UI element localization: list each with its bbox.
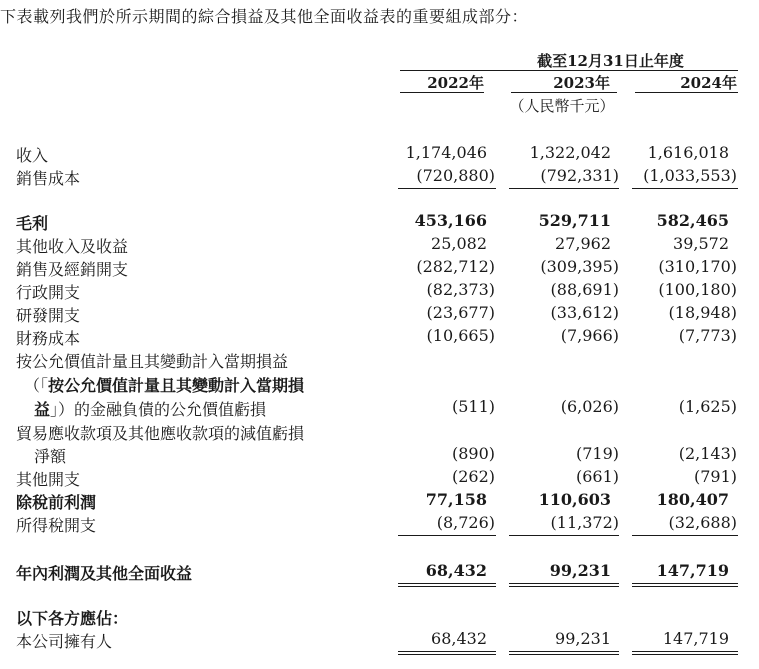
row-other-expenses [0,467,759,490]
row-label: 收入 [16,146,49,165]
value-2023: 110,603 [538,490,611,509]
label-part: （「 [24,376,49,395]
value-2024: (791) [693,467,737,486]
year-underline-2023 [511,92,617,93]
row-profit-for-year [0,561,759,584]
value-2022: (10,665) [426,326,495,345]
subtotal-rule-2023 [509,188,619,189]
row-label: 其他開支 [16,470,81,489]
row-label: 銷售成本 [16,169,81,188]
total-rule-2024-b [632,654,738,655]
row-label: 其他收入及收益 [16,237,129,256]
row-fvtpl-line1 [0,349,759,372]
value-2024: (1,625) [678,397,737,416]
row-label-line2: 淨額 [34,447,67,466]
value-2023: (11,372) [550,513,619,532]
period-underline [400,70,738,71]
row-label-line2 [24,373,304,396]
value-2023: (7,966) [560,326,619,345]
value-2024: (1,033,553) [643,166,737,185]
row-label: 行政開支 [16,283,81,302]
total-rule-2022-b [398,654,496,655]
row-cost-of-sales [0,166,759,189]
value-2024: (7,773) [678,326,737,345]
value-2024: (32,688) [668,513,737,532]
year-2022: 2022年 [427,74,484,92]
row-label: 銷售及經銷開支 [16,260,129,279]
row-fvtpl-line2 [0,373,759,396]
value-2022: (23,677) [426,303,495,322]
value-2024: (100,180) [658,280,737,299]
row-label: 年內利潤及其他全面收益 [16,564,193,583]
value-2022: (720,880) [416,166,495,185]
year-underline-2022 [400,92,484,93]
value-2023: (792,331) [540,166,619,185]
total-rule-2023-a [509,583,619,584]
value-2024: (18,948) [668,303,737,322]
row-owners [0,629,759,652]
value-2022: 68,432 [425,561,487,580]
value-2023: (719) [575,444,619,463]
value-2022: 68,432 [431,629,487,648]
row-attributable-to [0,606,759,629]
value-2022: (890) [451,444,495,463]
row-label: 按公允價值計量且其變動計入當期損益 [16,352,289,371]
row-impairment-line1 [0,421,759,444]
total-rule-2023-a [509,651,619,652]
row-selling-expenses [0,257,759,280]
value-2024: (310,170) [658,257,737,276]
period-header: 截至12月31日止年度 [537,52,684,70]
row-admin-expenses [0,280,759,303]
total-rule-2024-a [632,651,738,652]
total-rule-2024-b [632,586,738,587]
row-label: 除稅前利潤 [16,493,97,512]
year-underline-2024 [635,92,738,93]
total-rule-2023-b [509,586,619,587]
subtotal-rule-2024 [632,188,738,189]
value-2023: 27,962 [555,234,611,253]
value-2024: 147,719 [656,561,729,580]
value-2024: 180,407 [656,490,729,509]
value-2022: 1,174,046 [405,143,487,162]
total-rule-2023-b [509,654,619,655]
value-2022: (282,712) [416,257,495,276]
subtotal-rule-2022 [398,188,496,189]
value-2023: 529,711 [538,211,611,230]
value-2023: 99,231 [549,561,611,580]
row-profit-before-tax [0,490,759,513]
value-2024: 1,616,018 [647,143,729,162]
value-2024: 147,719 [662,629,729,648]
intro-text: 下表載列我們於所示期間的綜合損益及其他全面收益表的重要組成部分： [0,7,529,26]
row-label: 以下各方應佔： [16,609,129,628]
value-2022: 77,158 [425,490,487,509]
value-2024: 39,572 [673,234,729,253]
total-rule-2022-b [398,586,496,587]
row-finance-costs [0,326,759,349]
row-label: 本公司擁有人 [16,632,113,651]
value-2022: 453,166 [414,211,487,230]
value-2022: (262) [451,467,495,486]
label-part: 」）的金融負債的公允價值虧損 [50,400,267,419]
value-2022: 25,082 [431,234,487,253]
row-fvtpl-line3 [0,397,759,420]
value-2023: (309,395) [540,257,619,276]
row-label: 貿易應收款項及其他應收款項的減值虧損 [16,424,305,443]
label-bold-part: 按公允價值計量且其變動計入當期損 [48,376,305,395]
row-gross-profit [0,211,759,234]
label-bold-part: 益 [34,400,51,419]
value-2023: 99,231 [555,629,611,648]
row-rnd-expenses [0,303,759,326]
value-2023: (6,026) [560,397,619,416]
row-revenue [0,143,759,166]
total-rule-2022-a [398,651,496,652]
value-2022: (82,373) [426,280,495,299]
value-2023: 1,322,042 [529,143,611,162]
value-2022: (8,726) [436,513,495,532]
value-2023: (33,612) [550,303,619,322]
value-2023: (661) [575,467,619,486]
row-label: 研發開支 [16,306,81,325]
row-label-line3 [34,397,266,420]
subtotal-rule-2022 [398,535,496,536]
value-2024: (2,143) [678,444,737,463]
total-rule-2024-a [632,583,738,584]
row-label: 毛利 [16,214,49,233]
year-2023: 2023年 [553,74,610,92]
value-2024: 582,465 [656,211,729,230]
value-2022: (511) [451,397,495,416]
subtotal-rule-2024 [632,535,738,536]
subtotal-rule-2023 [509,535,619,536]
row-other-income [0,234,759,257]
row-label: 所得稅開支 [16,516,97,535]
row-impairment-line2 [0,444,759,467]
row-income-tax [0,513,759,536]
year-2024: 2024年 [680,74,737,92]
value-2023: (88,691) [550,280,619,299]
unit-label: （人民幣千元） [509,97,615,115]
row-label: 財務成本 [16,329,81,348]
total-rule-2022-a [398,583,496,584]
